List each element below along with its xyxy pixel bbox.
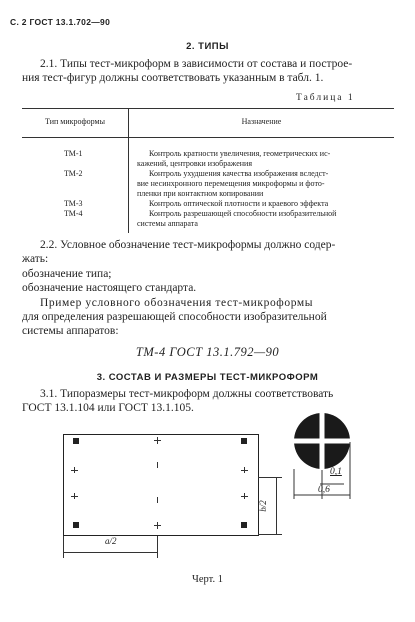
table-row-type-tm4: ТМ-4: [64, 209, 83, 218]
table-top-rule: [22, 108, 394, 109]
page-header: С. 2 ГОСТ 13.1.702—90: [10, 17, 111, 27]
table-row-type-tm3: ТМ-3: [64, 199, 83, 208]
para-2-1-line-1: 2.1. Типы тест-микроформ в зависимости от состава и построе-: [40, 58, 353, 70]
center-mark-middle: [157, 497, 158, 503]
corner-marker: [73, 438, 79, 444]
center-mark-bottom: [157, 522, 158, 529]
dimension-extension-line: [258, 534, 282, 535]
section-3-title: 3. СОСТАВ И РАЗМЕРЫ ТЕСТ-МИКРОФОРМ: [96, 372, 319, 383]
para-3-1-line-2: ГОСТ 13.1.104 или ГОСТ 13.1.105.: [22, 402, 194, 414]
table-row-purpose-tm2-line3: пленки при контактном копировании: [137, 189, 264, 198]
side-mark-left: [71, 470, 78, 471]
corner-marker: [73, 522, 79, 528]
corner-marker: [241, 438, 247, 444]
microform-frame: [63, 434, 259, 536]
para-2-2-line-6: для определения разрешающей способности изобразительной: [22, 311, 327, 323]
para-2-2-line-7: системы аппаратов:: [22, 325, 119, 337]
table-header-purpose: Назначение: [241, 117, 282, 126]
table-row-purpose-tm4-line1: Контроль разрешающей способности изобразительной: [149, 209, 337, 218]
table-caption: Таблица 1: [296, 93, 355, 103]
corner-marker: [241, 522, 247, 528]
center-mark-middle: [157, 462, 158, 468]
dimension-extension-line: [63, 536, 64, 558]
para-2-2-line-4: обозначение настоящего стандарта.: [22, 282, 197, 294]
example-designation: ТМ-4 ГОСТ 13.1.792—90: [135, 345, 280, 359]
dimension-label-0-6: 0,6: [318, 485, 330, 495]
para-2-2-line-1: 2.2. Условное обозначение тест-микроформы должно содер-: [40, 239, 336, 251]
table-row-purpose-tm2-line1: Контроль ухудшения качества изображения вследст-: [149, 169, 329, 178]
para-2-2-line-3: обозначение типа;: [22, 268, 112, 280]
side-mark-right: [241, 470, 248, 471]
table-row-purpose-tm1-line1: Контроль кратности увеличения, геометрических ис-: [149, 149, 331, 158]
table-header-rule: [22, 137, 394, 138]
table-row-type-tm2: ТМ-2: [64, 169, 83, 178]
para-2-1-line-2: ния тест-фигур должны соответствовать указанным в табл. 1.: [22, 72, 324, 84]
side-mark-left: [71, 496, 78, 497]
dimension-label-a-half: a/2: [105, 536, 117, 546]
side-mark-right: [241, 496, 248, 497]
target-cross-horizontal: [294, 439, 350, 444]
table-row-purpose-tm1-line2: кажений, центровки изображения: [137, 159, 253, 168]
figure-caption: Черт. 1: [192, 574, 223, 585]
target-circle-detail: [292, 411, 382, 501]
dimension-extension-line: [157, 536, 158, 558]
dimension-label-b-half: b/2: [258, 500, 268, 512]
section-2-title: 2. ТИПЫ: [186, 41, 229, 52]
table-row-purpose-tm4-line2: системы аппарата: [137, 219, 198, 228]
para-3-1-line-1: 3.1. Типоразмеры тест-микроформ должны соответствовать: [40, 388, 334, 400]
dimension-label-0-1: 0,1: [330, 467, 342, 477]
table-row-purpose-tm3-line1: Контроль оптической плотности и краевого эффекта: [149, 199, 329, 208]
center-mark-top: [154, 440, 161, 441]
dimension-line-a: [63, 552, 158, 553]
table-row-type-tm1: ТМ-1: [64, 149, 83, 158]
table-row-purpose-tm2-line2: вие несинхронного перемещения микроформы и фото-: [137, 179, 325, 188]
para-2-2-line-2: жать:: [22, 253, 49, 265]
para-2-2-line-5: Пример условного обозначения тест-микроформы: [40, 297, 314, 309]
dimension-extension-line: [258, 477, 282, 478]
table-header-type: Тип микроформы: [45, 117, 105, 126]
